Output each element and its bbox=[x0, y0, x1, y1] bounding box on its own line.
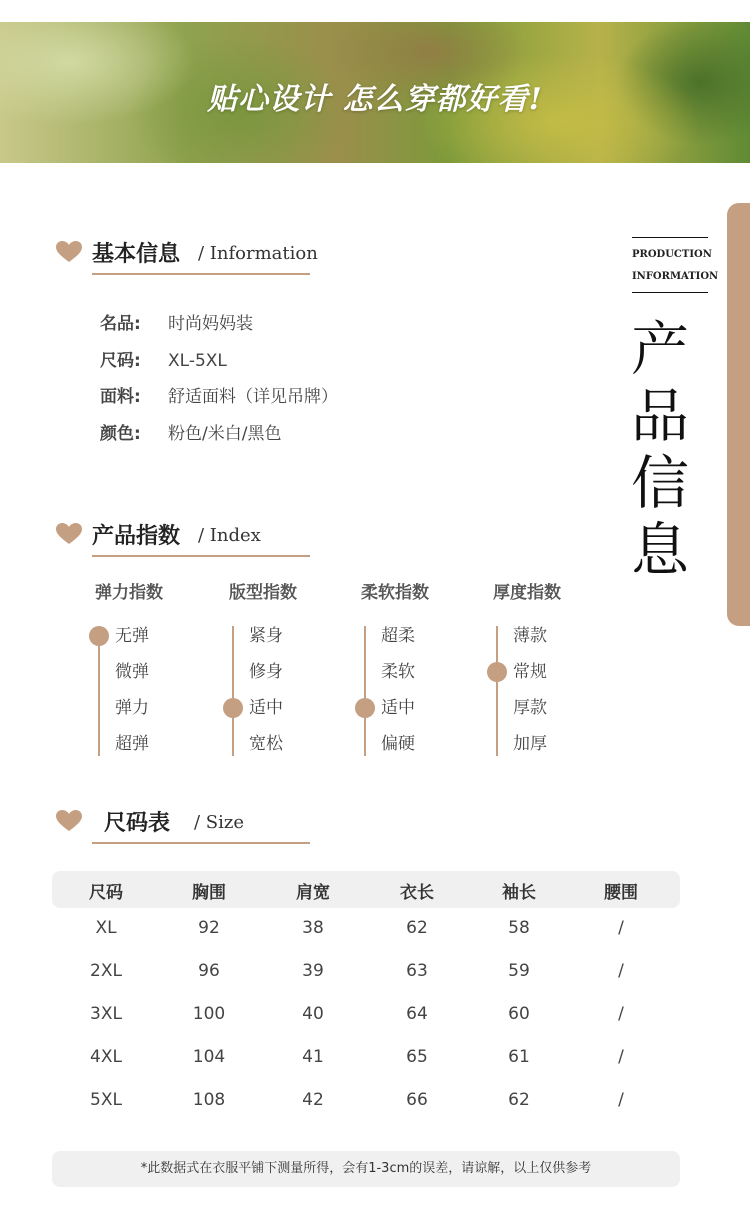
table-cell: / bbox=[618, 918, 624, 938]
section-title: 基本信息 bbox=[92, 241, 181, 267]
table-cell: 40 bbox=[302, 1004, 324, 1024]
en-line-2: INFORMATION bbox=[632, 271, 719, 282]
vertical-char: 品 bbox=[630, 382, 689, 450]
heart-icon bbox=[56, 523, 82, 545]
index-option: 常规 bbox=[513, 662, 547, 682]
index-option: 适中 bbox=[381, 698, 415, 718]
table-cell: 61 bbox=[508, 1047, 530, 1067]
index-title: 柔软指数 bbox=[361, 583, 429, 603]
table-cell: 5XL bbox=[90, 1090, 122, 1110]
table-cell: 3XL bbox=[90, 1004, 122, 1024]
table-cell: / bbox=[618, 1004, 624, 1024]
table-cell: 63 bbox=[406, 961, 428, 981]
table-cell: 92 bbox=[198, 918, 220, 938]
divider bbox=[632, 292, 708, 293]
section-subtitle: / Information bbox=[198, 243, 318, 264]
index-option: 超弹 bbox=[115, 734, 149, 754]
index-option: 宽松 bbox=[249, 734, 283, 754]
table-cell: 62 bbox=[508, 1090, 530, 1110]
index-column-thickness bbox=[493, 578, 561, 754]
divider bbox=[632, 237, 708, 238]
product-info-vertical-title bbox=[628, 316, 692, 584]
table-cell: 108 bbox=[192, 1090, 226, 1110]
index-title: 版型指数 bbox=[229, 583, 297, 603]
info-row bbox=[100, 311, 338, 348]
table-cell: / bbox=[618, 1090, 624, 1110]
info-row bbox=[100, 421, 338, 458]
index-column-elasticity bbox=[95, 578, 163, 754]
table-cell: 4XL bbox=[90, 1047, 122, 1067]
table-header-cell: 尺码 bbox=[89, 883, 123, 903]
info-row bbox=[100, 384, 338, 421]
index-title: 弹力指数 bbox=[95, 583, 163, 603]
index-option: 超柔 bbox=[381, 626, 415, 646]
table-header-cell: 袖长 bbox=[502, 883, 536, 903]
index-selected-dot bbox=[223, 698, 243, 718]
index-scale-line bbox=[232, 626, 234, 756]
measurement-note: *此数据式在衣服平铺下测量所得，会有1-3cm的误差，请谅解，以上仅供参考 bbox=[52, 1151, 680, 1187]
info-key: 尺码: bbox=[100, 350, 141, 371]
index-option: 薄款 bbox=[513, 626, 547, 646]
info-value: 粉色/米白/黑色 bbox=[168, 423, 282, 444]
table-cell: 104 bbox=[192, 1047, 226, 1067]
section-underline bbox=[92, 555, 310, 557]
info-key: 面料: bbox=[100, 387, 141, 407]
section-underline bbox=[92, 273, 310, 275]
table-cell: 59 bbox=[508, 961, 530, 981]
table-cell: 38 bbox=[302, 918, 324, 938]
side-tab bbox=[727, 203, 750, 626]
index-option: 微弹 bbox=[115, 662, 149, 682]
table-cell: 64 bbox=[406, 1004, 428, 1024]
index-option: 厚款 bbox=[513, 698, 547, 718]
production-information-label bbox=[632, 237, 719, 293]
table-cell: 96 bbox=[198, 961, 220, 981]
table-cell: 65 bbox=[406, 1047, 428, 1067]
vertical-char: 产 bbox=[630, 315, 689, 383]
table-header-cell: 肩宽 bbox=[296, 883, 330, 903]
index-title: 厚度指数 bbox=[493, 583, 561, 603]
table-cell: 58 bbox=[508, 918, 530, 938]
index-option: 偏硬 bbox=[381, 734, 415, 754]
table-cell: 60 bbox=[508, 1004, 530, 1024]
banner-image bbox=[0, 22, 750, 163]
index-option: 紧身 bbox=[249, 626, 283, 646]
index-selected-dot bbox=[355, 698, 375, 718]
vertical-char: 息 bbox=[630, 516, 689, 584]
index-option: 无弹 bbox=[115, 626, 149, 646]
info-value: 舒适面料（详见吊牌） bbox=[168, 387, 338, 407]
vertical-char: 信 bbox=[630, 449, 689, 517]
table-header-cell: 衣长 bbox=[400, 883, 434, 903]
heart-icon bbox=[56, 241, 82, 263]
index-selected-dot bbox=[487, 662, 507, 682]
info-key: 颜色: bbox=[100, 423, 141, 444]
index-option: 弹力 bbox=[115, 698, 149, 718]
table-cell: 2XL bbox=[90, 961, 122, 981]
info-value: XL-5XL bbox=[168, 350, 227, 371]
index-column-fit bbox=[229, 578, 297, 754]
table-cell: 100 bbox=[192, 1004, 226, 1024]
table-cell: 62 bbox=[406, 918, 428, 938]
table-cell: 42 bbox=[302, 1090, 324, 1110]
index-scale-line bbox=[496, 626, 498, 756]
section-subtitle: / Index bbox=[198, 525, 261, 546]
index-scale-line bbox=[364, 626, 366, 756]
info-row bbox=[100, 348, 338, 385]
info-key: 名品: bbox=[100, 314, 141, 334]
table-cell: 66 bbox=[406, 1090, 428, 1110]
index-selected-dot bbox=[89, 626, 109, 646]
table-cell: / bbox=[618, 1047, 624, 1067]
index-option: 修身 bbox=[249, 662, 283, 682]
table-cell: 41 bbox=[302, 1047, 324, 1067]
info-value: 时尚妈妈装 bbox=[168, 314, 253, 334]
table-header-cell: 腰围 bbox=[604, 883, 638, 903]
index-option: 柔软 bbox=[381, 662, 415, 682]
index-option: 适中 bbox=[249, 698, 283, 718]
section-subtitle: / Size bbox=[194, 812, 245, 833]
table-cell: / bbox=[618, 961, 624, 981]
table-cell: 39 bbox=[302, 961, 324, 981]
banner-title: 贴心设计 怎么穿都好看! bbox=[207, 82, 543, 117]
en-line-1: PRODUCTION bbox=[632, 249, 712, 260]
table-header-cell: 胸围 bbox=[192, 883, 226, 903]
section-title: 产品指数 bbox=[92, 523, 181, 549]
index-column-softness bbox=[361, 578, 429, 754]
index-option: 加厚 bbox=[513, 734, 547, 754]
heart-icon bbox=[56, 810, 82, 832]
section-title: 尺码表 bbox=[104, 810, 171, 836]
table-cell: XL bbox=[95, 918, 117, 938]
basic-info-list bbox=[100, 311, 338, 457]
section-underline bbox=[92, 842, 310, 844]
